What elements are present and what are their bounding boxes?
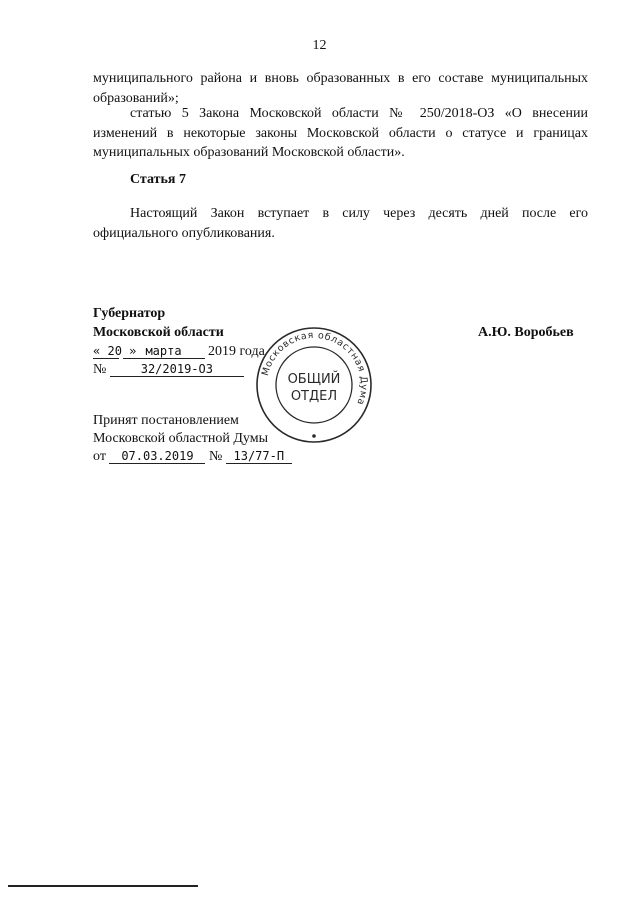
adoption-number-label: № xyxy=(208,449,223,464)
official-stamp xyxy=(254,325,374,445)
paragraph-article-5-reference: статью 5 Закона Московской области № 250/2018-ОЗ «О внесении изменений в некоторые законы Московской области о статусе и границах муниципальных образований Московской области». xyxy=(93,106,588,160)
governor-name: А.Ю. Воробьев xyxy=(478,325,574,340)
signing-date-line xyxy=(93,344,265,360)
date-open-quote: « xyxy=(93,344,101,358)
adoption-date-line xyxy=(93,449,292,465)
signing-date-month: марта xyxy=(123,344,205,359)
law-number-label: № xyxy=(93,362,107,377)
adoption-date: 07.03.2019 xyxy=(109,449,205,464)
page-number: 12 xyxy=(312,38,327,53)
date-close-quote: » xyxy=(129,344,137,358)
signing-date-year: 2019 года xyxy=(208,344,265,359)
paragraph-entry-into-force: Настоящий Закон вступает в силу через десять дней после его официального опубликования. xyxy=(93,206,588,241)
date-day: 20 xyxy=(107,344,122,358)
law-number-line xyxy=(93,362,244,378)
paragraph-continuation: муниципального района и вновь образованных в его составе муниципальных образований»; xyxy=(93,71,588,106)
stamp-dot-icon xyxy=(312,434,316,438)
footer-rule xyxy=(8,885,198,887)
signing-date-day-field xyxy=(93,344,137,359)
adoption-line-1: Принят постановлением xyxy=(93,413,239,428)
stamp-center-line-2: ОТДЕЛ xyxy=(290,389,338,404)
governor-region: Московской области xyxy=(93,325,224,340)
adoption-line-2: Московской областной Думы xyxy=(93,431,268,446)
stamp-center-line-1: ОБЩИЙ xyxy=(287,372,341,387)
article-heading: Статья 7 xyxy=(130,172,186,187)
stamp-ring-text: Московская областная Дума xyxy=(259,329,370,407)
adoption-from-label: от xyxy=(93,449,106,464)
law-number-value: 32/2019-ОЗ xyxy=(110,362,244,377)
governor-title: Губернатор xyxy=(93,306,166,321)
adoption-number: 13/77-П xyxy=(226,449,292,464)
